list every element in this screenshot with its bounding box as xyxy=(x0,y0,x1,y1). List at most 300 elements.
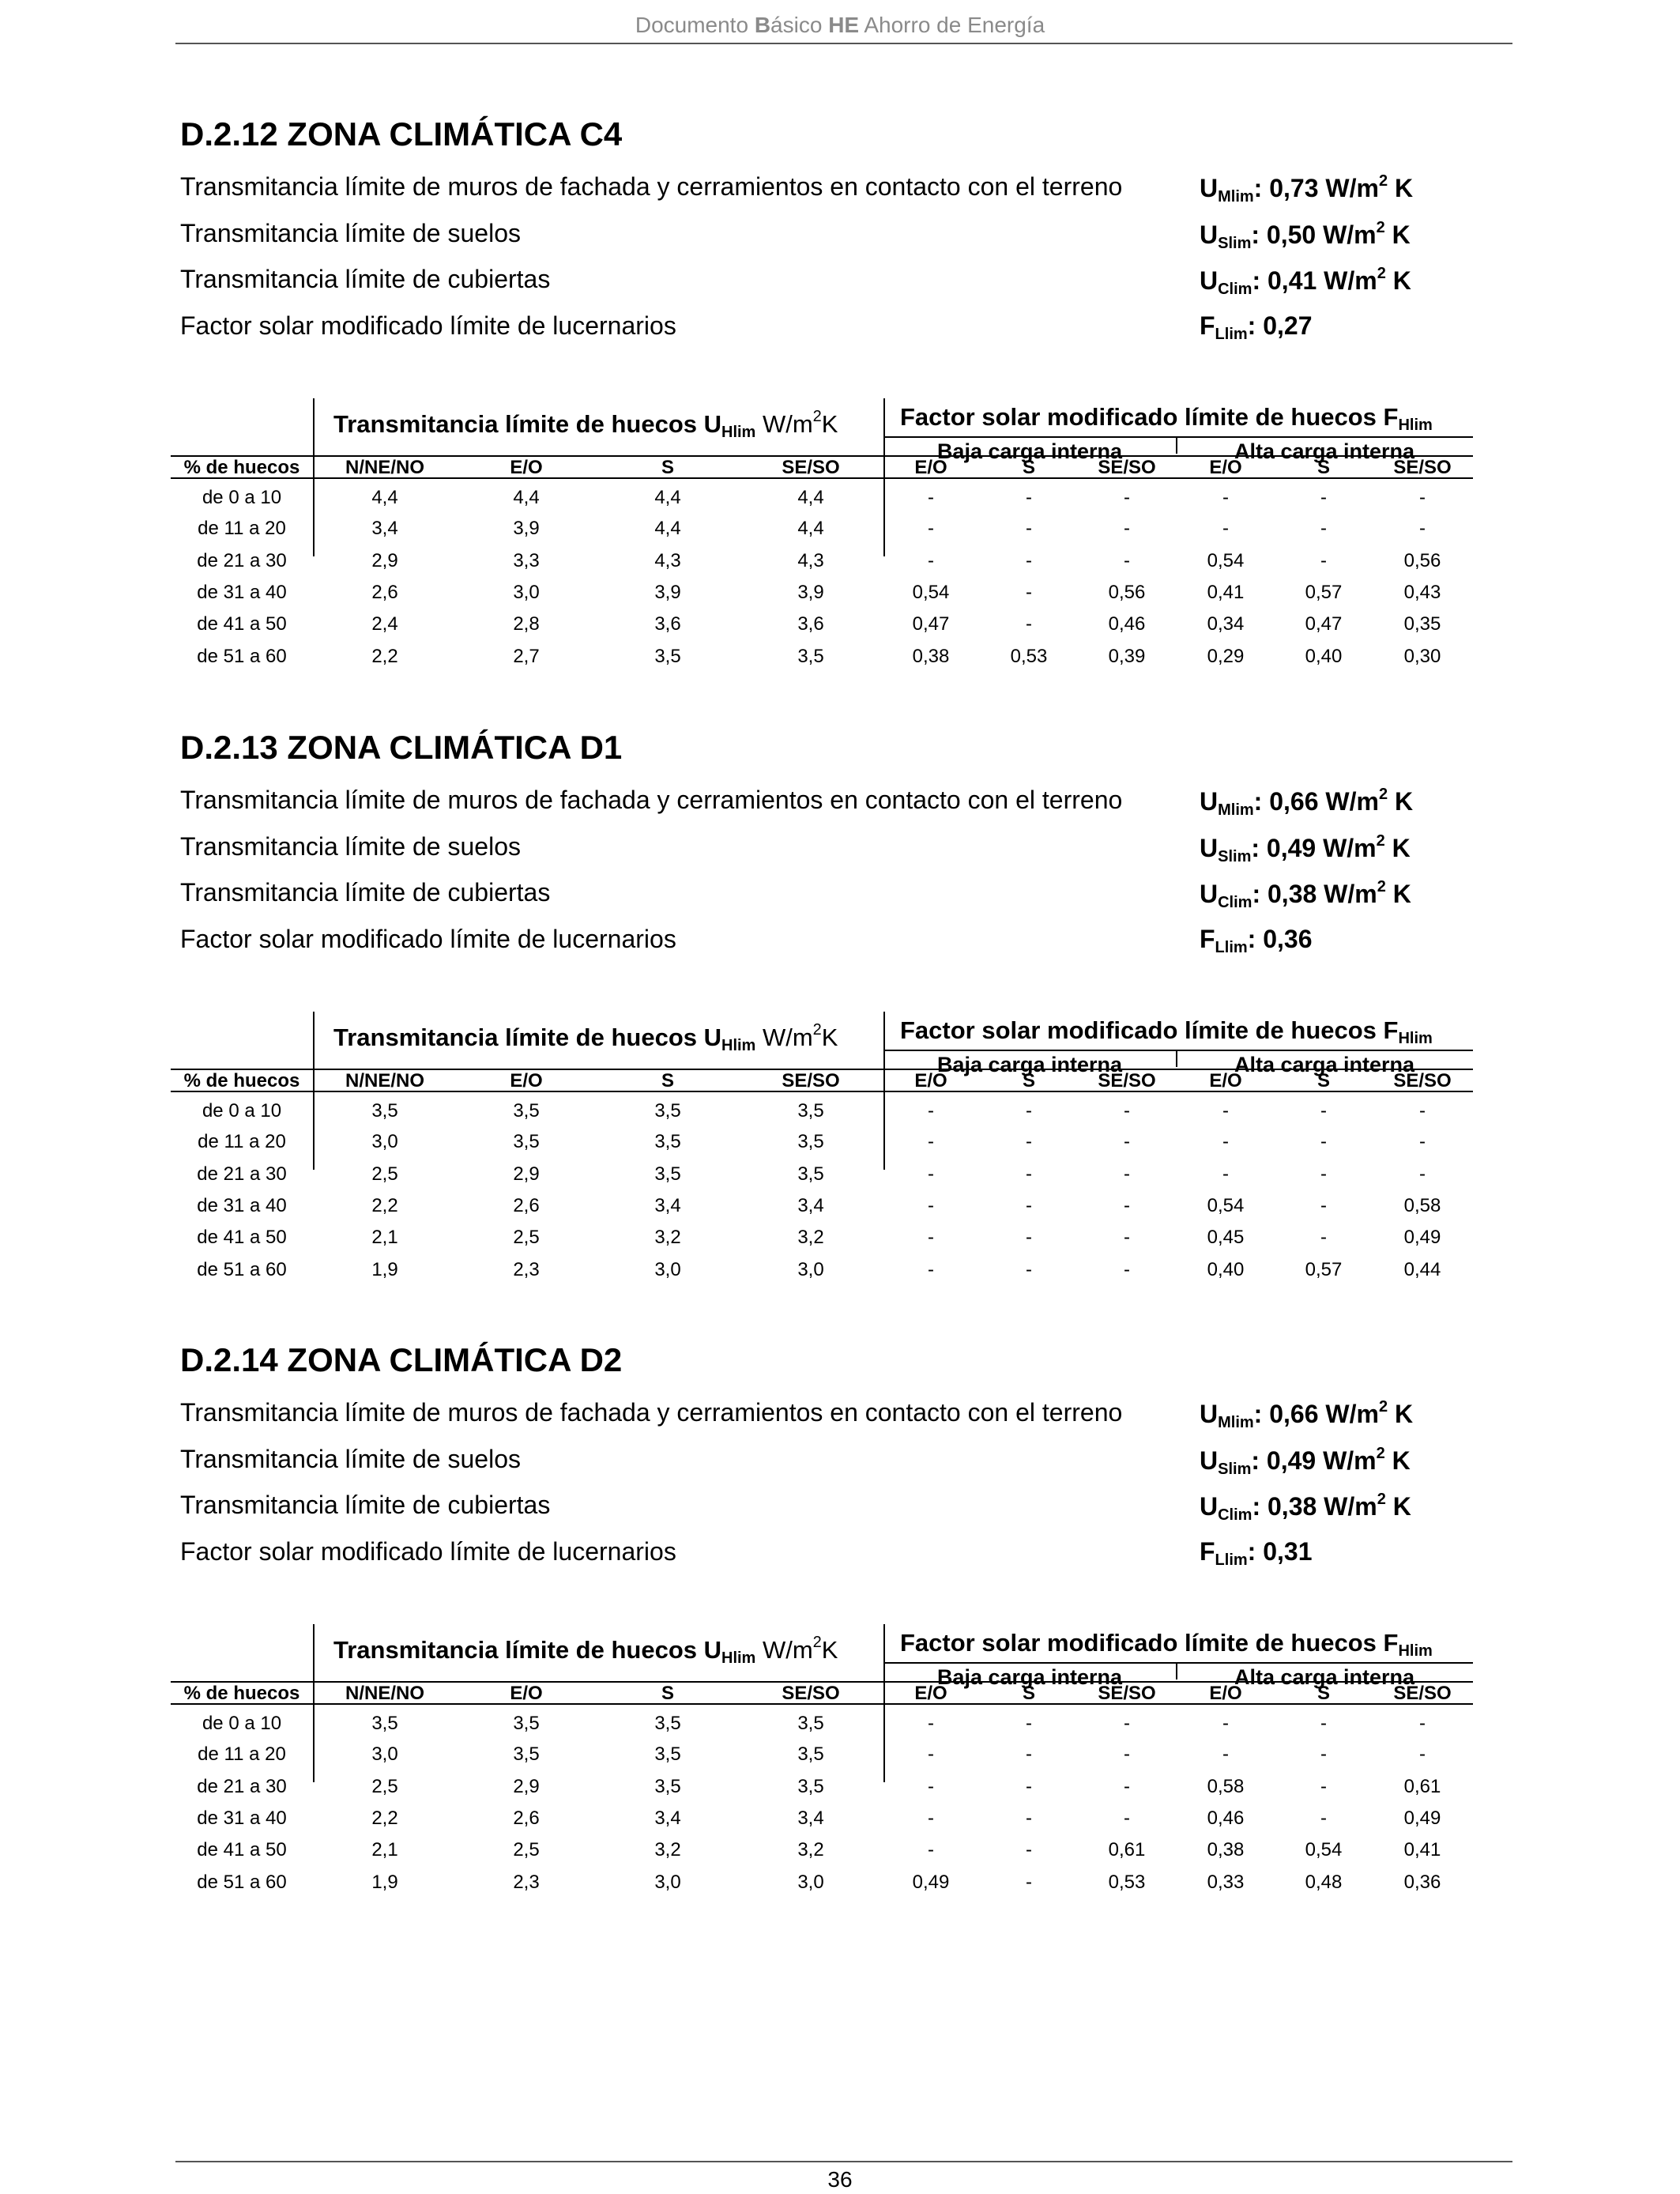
column-header: E/O xyxy=(510,1070,543,1091)
table-cell: 3,4 xyxy=(797,1808,824,1829)
limit-row xyxy=(180,1537,1524,1577)
table-cell: 3,5 xyxy=(797,646,824,667)
table-cell: 3,5 xyxy=(797,1163,824,1185)
column-header: SE/SO xyxy=(782,1683,840,1704)
table-cell: 0,53 xyxy=(1010,646,1048,667)
table-cell: 0,41 xyxy=(1207,582,1245,603)
u-header-unit: K xyxy=(821,410,838,438)
table-cell: - xyxy=(928,1259,934,1280)
column-header: SE/SO xyxy=(1098,1683,1156,1704)
table-cell: - xyxy=(1026,550,1032,571)
table-cell: - xyxy=(928,1195,934,1216)
table-cell: - xyxy=(1124,1131,1130,1152)
table-cell: 2,9 xyxy=(513,1163,540,1185)
section-title: D.2.12 ZONA CLIMÁTICA C4 xyxy=(180,115,623,153)
limit-symbol: U xyxy=(1200,1400,1219,1428)
table-cell: 0,39 xyxy=(1108,646,1146,667)
limit-number: : 0,50 W/m xyxy=(1251,221,1377,249)
table-hrule xyxy=(883,1050,1473,1051)
footer-rule xyxy=(175,2161,1512,2162)
limit-label: Factor solar modificado límite de lucernarios xyxy=(180,925,676,953)
column-header: E/O xyxy=(914,1070,947,1091)
limit-label: Factor solar modificado límite de lucernarios xyxy=(180,1537,676,1566)
table-cell: - xyxy=(1124,1100,1130,1122)
table-cell: 3,2 xyxy=(654,1839,681,1860)
limit-subscript: Llim xyxy=(1215,326,1248,343)
alta-carga-header: Alta carga interna xyxy=(1234,1665,1415,1689)
limit-row xyxy=(180,1491,1524,1530)
limit-unit: K xyxy=(1388,787,1414,816)
column-header: % de huecos xyxy=(183,1070,300,1091)
table-cell: de 41 a 50 xyxy=(197,1839,287,1860)
huecos-table xyxy=(0,1012,1680,1344)
table-cell: 0,49 xyxy=(912,1872,950,1893)
table-cell: 3,4 xyxy=(654,1808,681,1829)
table-cell: - xyxy=(928,1131,934,1152)
table-cell: 3,5 xyxy=(797,1713,824,1734)
header-text: ásico xyxy=(770,13,829,37)
table-cell: - xyxy=(1026,613,1032,635)
table-cell: - xyxy=(1026,1872,1032,1893)
table-cell: 3,4 xyxy=(371,518,398,539)
column-header: SE/SO xyxy=(1393,1070,1452,1091)
table-cell: 2,2 xyxy=(371,1808,398,1829)
table-cell: de 0 a 10 xyxy=(202,487,282,508)
table-cell: - xyxy=(1320,1195,1327,1216)
table-cell: - xyxy=(1419,518,1426,539)
table-cell: 2,9 xyxy=(371,550,398,571)
table-cell: de 11 a 20 xyxy=(198,1131,286,1152)
table-cell: de 51 a 60 xyxy=(197,1259,287,1280)
table-cell: 0,57 xyxy=(1305,582,1343,603)
limit-unit: K xyxy=(1385,266,1411,295)
table-cell: 4,4 xyxy=(371,487,398,508)
table-cell: de 21 a 30 xyxy=(197,1776,287,1797)
header-text: HE xyxy=(828,13,860,37)
table-cell: - xyxy=(928,1100,934,1122)
table-cell: 3,0 xyxy=(513,582,540,603)
limit-value xyxy=(1200,311,1313,344)
column-header: E/O xyxy=(510,457,543,478)
f-header-subscript: Hlim xyxy=(1398,417,1433,434)
section-title: D.2.14 ZONA CLIMÁTICA D2 xyxy=(180,1341,623,1378)
table-cell: - xyxy=(1026,1808,1032,1829)
table-cell: 3,5 xyxy=(654,1131,681,1152)
table-cell: - xyxy=(928,1808,934,1829)
table-cell: 0,49 xyxy=(1403,1227,1441,1248)
u-header-superscript: 2 xyxy=(812,1634,822,1651)
limit-value xyxy=(1200,786,1413,820)
limit-symbol: U xyxy=(1200,834,1219,862)
table-cell: 3,5 xyxy=(371,1713,398,1734)
f-header xyxy=(900,1016,1433,1048)
table-cell: - xyxy=(1419,1163,1426,1185)
table-cell: 1,9 xyxy=(371,1259,398,1280)
limit-subscript: Clim xyxy=(1218,281,1252,298)
table-cell: 2,5 xyxy=(371,1776,398,1797)
limit-row xyxy=(180,172,1524,212)
table-cell: 4,4 xyxy=(513,487,540,508)
table-cell: 3,2 xyxy=(797,1839,824,1860)
table-cell: 3,0 xyxy=(654,1872,681,1893)
zone-section xyxy=(0,1341,1680,1942)
limit-symbol: U xyxy=(1200,1446,1219,1475)
table-cell: de 41 a 50 xyxy=(197,1227,287,1248)
table-cell: 0,33 xyxy=(1207,1872,1245,1893)
huecos-table xyxy=(0,1624,1680,1956)
table-cell: 2,5 xyxy=(371,1163,398,1185)
limit-superscript: 2 xyxy=(1376,832,1385,850)
table-cell: de 0 a 10 xyxy=(202,1100,282,1122)
limit-symbol: U xyxy=(1200,1492,1219,1521)
table-cell: 3,0 xyxy=(371,1131,398,1152)
table-cell: - xyxy=(1320,1100,1327,1122)
table-cell: - xyxy=(1320,518,1327,539)
u-header-subscript: Hlim xyxy=(721,1037,756,1054)
limit-label: Transmitancia límite de suelos xyxy=(180,219,521,247)
table-cell: 0,44 xyxy=(1403,1259,1441,1280)
header-text: B xyxy=(754,13,771,37)
table-cell: 0,53 xyxy=(1108,1872,1146,1893)
table-cell: - xyxy=(1026,1227,1032,1248)
table-hrule xyxy=(883,436,1473,438)
column-header: S xyxy=(1022,1070,1035,1091)
table-cell: - xyxy=(1320,1808,1327,1829)
u-header-text: Transmitancia límite de huecos U xyxy=(333,1023,721,1051)
column-header: S xyxy=(1022,1683,1035,1704)
limit-number: : 0,36 xyxy=(1247,925,1313,953)
table-cell: - xyxy=(1026,582,1032,603)
limit-label: Transmitancia límite de muros de fachada y cerramientos en contacto con el terreno xyxy=(180,172,1123,201)
u-header-unit: W/m xyxy=(755,1023,813,1051)
table-cell: - xyxy=(1222,487,1229,508)
table-cell: 0,56 xyxy=(1108,582,1146,603)
header-rule xyxy=(175,43,1512,44)
limit-superscript: 2 xyxy=(1376,1445,1385,1462)
table-hrule xyxy=(883,1662,1473,1664)
column-header: SE/SO xyxy=(1393,457,1452,478)
limit-unit: K xyxy=(1385,1492,1411,1521)
limit-value xyxy=(1200,1491,1411,1525)
limit-unit: K xyxy=(1384,221,1411,249)
table-cell: 0,47 xyxy=(912,613,950,635)
column-header: N/NE/NO xyxy=(345,1683,424,1704)
column-header: S xyxy=(661,457,674,478)
table-cell: 2,3 xyxy=(513,1872,540,1893)
column-header: E/O xyxy=(914,1683,947,1704)
table-cell: - xyxy=(1419,487,1426,508)
table-cell: de 31 a 40 xyxy=(197,1195,287,1216)
table-cell: 0,46 xyxy=(1108,613,1146,635)
table-cell: 3,4 xyxy=(654,1195,681,1216)
limit-value xyxy=(1200,265,1411,299)
column-header: SE/SO xyxy=(1393,1683,1452,1704)
table-cell: - xyxy=(1222,518,1229,539)
table-cell: 3,3 xyxy=(513,550,540,571)
table-cell: 3,5 xyxy=(797,1776,824,1797)
column-header: SE/SO xyxy=(782,457,840,478)
table-cell: - xyxy=(1419,1100,1426,1122)
limit-symbol: U xyxy=(1200,880,1219,908)
page-number: 36 xyxy=(827,2167,853,2192)
column-header: % de huecos xyxy=(183,1683,300,1704)
limit-row xyxy=(180,832,1524,872)
limit-row xyxy=(180,786,1524,825)
table-cell: 2,5 xyxy=(513,1227,540,1248)
limit-number: : 0,38 W/m xyxy=(1252,880,1377,908)
table-cell: 4,4 xyxy=(797,518,824,539)
limit-value xyxy=(1200,1537,1313,1570)
table-cell: de 21 a 30 xyxy=(197,1163,287,1185)
limit-label: Transmitancia límite de cubiertas xyxy=(180,265,551,293)
table-cell: 3,2 xyxy=(654,1227,681,1248)
table-cell: - xyxy=(1026,1163,1032,1185)
limit-superscript: 2 xyxy=(1378,786,1388,803)
table-cell: 3,5 xyxy=(797,1100,824,1122)
table-cell: 0,40 xyxy=(1305,646,1343,667)
table-cell: - xyxy=(1124,1776,1130,1797)
table-cell: - xyxy=(928,1776,934,1797)
table-cell: 0,61 xyxy=(1108,1839,1146,1860)
u-header-subscript: Hlim xyxy=(721,424,756,441)
f-header-text: Factor solar modificado límite de huecos F xyxy=(900,403,1399,431)
limit-label: Transmitancia límite de cubiertas xyxy=(180,1491,551,1519)
table-cell: 0,57 xyxy=(1305,1259,1343,1280)
table-cell: 2,5 xyxy=(513,1839,540,1860)
limit-row xyxy=(180,311,1524,351)
column-header: S xyxy=(1317,1683,1330,1704)
limit-label: Transmitancia límite de cubiertas xyxy=(180,878,551,907)
table-cell: 4,4 xyxy=(797,487,824,508)
table-cell: - xyxy=(1026,518,1032,539)
table-cell: de 41 a 50 xyxy=(197,613,287,635)
table-cell: 0,45 xyxy=(1207,1227,1245,1248)
f-header xyxy=(900,1629,1433,1661)
limit-label: Transmitancia límite de muros de fachada y cerramientos en contacto con el terreno xyxy=(180,1398,1123,1427)
table-cell: - xyxy=(1124,550,1130,571)
table-cell: 2,1 xyxy=(371,1227,398,1248)
table-cell: 2,9 xyxy=(513,1776,540,1797)
limit-symbol: U xyxy=(1200,266,1219,295)
table-cell: 3,5 xyxy=(513,1744,540,1765)
table-cell: - xyxy=(928,487,934,508)
table-cell: de 21 a 30 xyxy=(197,550,287,571)
baja-carga-header: Baja carga interna xyxy=(936,1053,1123,1076)
table-cell: de 51 a 60 xyxy=(197,1872,287,1893)
u-header-unit: K xyxy=(821,1636,838,1664)
table-cell: 0,40 xyxy=(1207,1259,1245,1280)
column-header: SE/SO xyxy=(1098,1070,1156,1091)
limit-label: Factor solar modificado límite de lucernarios xyxy=(180,311,676,340)
u-header-unit: W/m xyxy=(755,410,813,438)
limit-row xyxy=(180,219,1524,258)
running-header xyxy=(0,13,1680,38)
limit-superscript: 2 xyxy=(1378,172,1388,190)
limit-unit: K xyxy=(1388,1400,1414,1428)
table-cell: 3,5 xyxy=(513,1100,540,1122)
huecos-table xyxy=(0,398,1680,730)
limit-superscript: 2 xyxy=(1376,219,1385,236)
limit-symbol: U xyxy=(1200,174,1219,202)
limit-subscript: Llim xyxy=(1215,939,1248,956)
limit-label: Transmitancia límite de suelos xyxy=(180,832,521,861)
f-header-text: Factor solar modificado límite de huecos F xyxy=(900,1629,1399,1657)
table-cell: 3,0 xyxy=(654,1259,681,1280)
table-cell: 0,38 xyxy=(1207,1839,1245,1860)
table-cell: 3,0 xyxy=(371,1744,398,1765)
table-cell: 0,46 xyxy=(1207,1808,1245,1829)
table-cell: - xyxy=(1222,1100,1229,1122)
limit-row xyxy=(180,925,1524,964)
table-cell: - xyxy=(1222,1163,1229,1185)
table-cell: 4,4 xyxy=(654,518,681,539)
table-cell: - xyxy=(1419,1744,1426,1765)
table-cell: - xyxy=(1026,1131,1032,1152)
column-header: N/NE/NO xyxy=(345,457,424,478)
limit-value xyxy=(1200,925,1313,957)
limit-symbol: U xyxy=(1200,221,1219,249)
table-cell: de 31 a 40 xyxy=(197,582,287,603)
table-cell: 3,9 xyxy=(513,518,540,539)
f-header xyxy=(900,403,1433,435)
table-cell: - xyxy=(1124,487,1130,508)
table-cell: 0,54 xyxy=(1207,1195,1245,1216)
u-header-unit: W/m xyxy=(755,1636,813,1664)
limit-value xyxy=(1200,219,1411,253)
table-cell: 3,5 xyxy=(371,1100,398,1122)
table-cell: de 0 a 10 xyxy=(202,1713,282,1734)
u-header xyxy=(333,1021,838,1055)
column-header: SE/SO xyxy=(1098,457,1156,478)
table-cell: 0,30 xyxy=(1403,646,1441,667)
column-header: S xyxy=(661,1070,674,1091)
table-cell: 3,0 xyxy=(797,1259,824,1280)
u-header xyxy=(333,1634,838,1668)
table-cell: - xyxy=(928,518,934,539)
table-cell: - xyxy=(1124,1163,1130,1185)
table-cell: 0,54 xyxy=(1305,1839,1343,1860)
table-cell: 3,0 xyxy=(797,1872,824,1893)
column-header: E/O xyxy=(1209,457,1242,478)
table-cell: 3,5 xyxy=(654,1100,681,1122)
baja-carga-header: Baja carga interna xyxy=(936,1665,1123,1689)
limit-number: : 0,41 W/m xyxy=(1252,266,1377,295)
table-cell: - xyxy=(928,1839,934,1860)
header-text: Documento xyxy=(635,13,755,37)
table-cell: 0,43 xyxy=(1403,582,1441,603)
table-cell: 2,6 xyxy=(513,1808,540,1829)
table-cell: - xyxy=(1222,1131,1229,1152)
column-header: E/O xyxy=(1209,1070,1242,1091)
table-cell: - xyxy=(1320,1163,1327,1185)
table-cell: 3,9 xyxy=(797,582,824,603)
column-header: S xyxy=(1317,1070,1330,1091)
table-cell: 0,34 xyxy=(1207,613,1245,635)
table-cell: 3,4 xyxy=(797,1195,824,1216)
alta-carga-header: Alta carga interna xyxy=(1234,1053,1415,1076)
table-cell: 3,6 xyxy=(797,613,824,635)
table-cell: 0,35 xyxy=(1403,613,1441,635)
table-cell: - xyxy=(928,550,934,571)
table-cell: 2,6 xyxy=(371,582,398,603)
limit-row xyxy=(180,1445,1524,1484)
zone-section xyxy=(0,729,1680,1329)
table-cell: - xyxy=(1026,487,1032,508)
limit-number: : 0,66 W/m xyxy=(1253,1400,1379,1428)
limit-row xyxy=(180,265,1524,304)
table-cell: 0,36 xyxy=(1403,1872,1441,1893)
limit-value xyxy=(1200,1398,1413,1432)
column-header: E/O xyxy=(1209,1683,1242,1704)
table-cell: 0,61 xyxy=(1403,1776,1441,1797)
table-cell: - xyxy=(1124,1713,1130,1734)
table-cell: 3,5 xyxy=(513,1131,540,1152)
table-cell: - xyxy=(1026,1839,1032,1860)
limit-subscript: Mlim xyxy=(1218,1414,1254,1431)
table-cell: - xyxy=(1124,1744,1130,1765)
limit-subscript: Clim xyxy=(1218,1506,1252,1524)
alta-carga-header: Alta carga interna xyxy=(1234,439,1415,463)
limit-subscript: Llim xyxy=(1215,1551,1248,1569)
table-cell: - xyxy=(928,1713,934,1734)
limit-value xyxy=(1200,1445,1411,1479)
table-cell: - xyxy=(1320,1744,1327,1765)
u-header-superscript: 2 xyxy=(812,1021,822,1039)
table-cell: - xyxy=(1222,1744,1229,1765)
table-cell: 3,5 xyxy=(654,1776,681,1797)
table-cell: 2,1 xyxy=(371,1839,398,1860)
table-cell: - xyxy=(1124,1227,1130,1248)
limit-number: : 0,73 W/m xyxy=(1253,174,1379,202)
table-cell: 4,4 xyxy=(654,487,681,508)
limit-superscript: 2 xyxy=(1377,265,1386,282)
limit-symbol: F xyxy=(1200,311,1215,340)
u-header-subscript: Hlim xyxy=(721,1649,756,1667)
limit-subscript: Slim xyxy=(1218,235,1252,252)
table-cell: - xyxy=(1124,1195,1130,1216)
table-cell: 0,38 xyxy=(912,646,950,667)
table-cell: de 11 a 20 xyxy=(198,518,286,539)
limit-value xyxy=(1200,832,1411,866)
table-cell: - xyxy=(1026,1776,1032,1797)
table-cell: 2,8 xyxy=(513,613,540,635)
table-cell: 0,47 xyxy=(1305,613,1343,635)
table-cell: - xyxy=(1124,1259,1130,1280)
header-text: Ahorro de Energía xyxy=(859,13,1045,37)
table-cell: 3,6 xyxy=(654,613,681,635)
table-cell: 0,41 xyxy=(1403,1839,1441,1860)
limit-subscript: Mlim xyxy=(1218,188,1254,205)
column-header: E/O xyxy=(914,457,947,478)
table-cell: - xyxy=(1419,1131,1426,1152)
table-cell: 3,5 xyxy=(513,1713,540,1734)
limit-row xyxy=(180,1398,1524,1438)
limit-label: Transmitancia límite de muros de fachada y cerramientos en contacto con el terreno xyxy=(180,786,1123,814)
limit-superscript: 2 xyxy=(1378,1398,1388,1416)
table-cell: 3,5 xyxy=(797,1131,824,1152)
table-cell: - xyxy=(1320,1713,1327,1734)
table-cell: 3,5 xyxy=(654,1713,681,1734)
table-cell: 0,56 xyxy=(1403,550,1441,571)
table-cell: - xyxy=(1320,1227,1327,1248)
table-cell: 2,3 xyxy=(513,1259,540,1280)
limit-superscript: 2 xyxy=(1377,878,1386,895)
limit-subscript: Slim xyxy=(1218,1461,1252,1478)
table-cell: 2,6 xyxy=(513,1195,540,1216)
table-cell: 0,48 xyxy=(1305,1872,1343,1893)
table-cell: 3,5 xyxy=(654,646,681,667)
table-cell: - xyxy=(928,1163,934,1185)
